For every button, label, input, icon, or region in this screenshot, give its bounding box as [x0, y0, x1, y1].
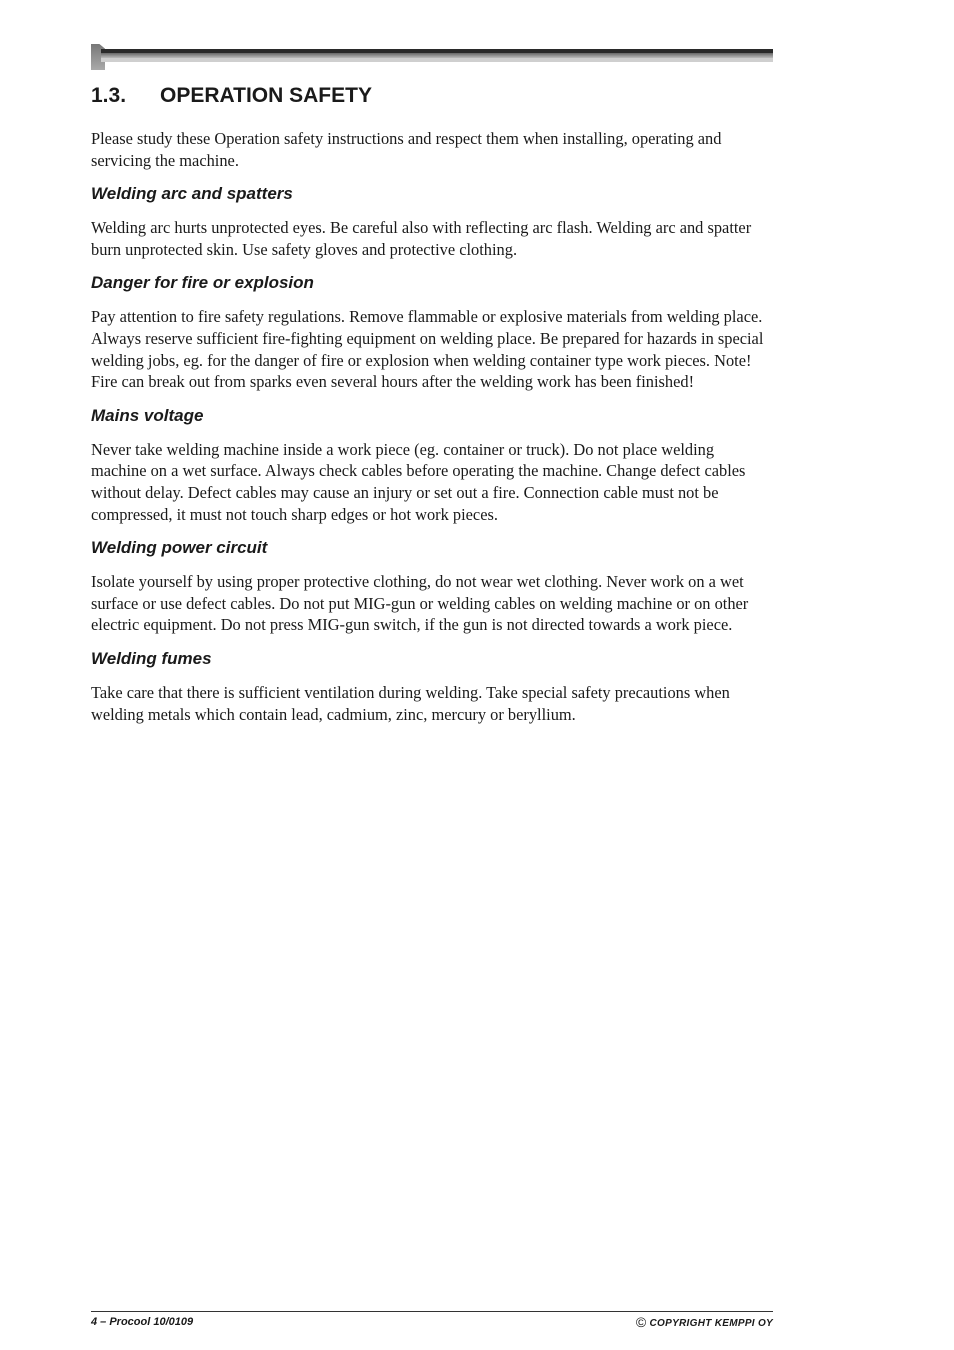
subsection-text-fire: Pay attention to fire safety regulations. Remove flammable or explosive materials from welding place. Always reserve sufficient fire-fighting equipment on welding place. Be prepared for hazards in special welding jobs, eg. for the danger of fire or explosion when welding container type work pieces. Note! Fire can break out from sparks even several hours after the welding work has been finished! [91, 307, 764, 392]
footer-divider [91, 1311, 773, 1312]
section-number: 1.3. [91, 84, 127, 107]
header-decoration-bar [91, 44, 773, 70]
subsection-text-arc: Welding arc hurts unprotected eyes. Be careful also with reflecting arc flash. Welding arc and spatter burn unprotected skin. Use safety gloves and protective clothing. [91, 218, 752, 259]
section-title [91, 84, 773, 108]
footer-page-label: 4 – Procool 10/0109 [91, 1316, 194, 1328]
subsection-heading-fire: Danger for fire or explosion [91, 273, 314, 293]
subsection-text-fumes: Take care that there is sufficient ventilation during welding. Take special safety precautions when welding metals which contain lead, cadmium, zinc, mercury or beryllium. [91, 682, 730, 724]
subsection-text-power-circuit: Isolate yourself by using proper protective clothing, do not wear wet clothing. Never work on a wet surface or use defect cables. Do not put MIG-gun or welding cables on welding machine or on other electric equipment. Do not press MIG-gun switch, if the gun is not directed towards a work piece. [91, 572, 749, 635]
subsection-heading-mains: Mains voltage [91, 405, 204, 425]
copyright-text: COPYRIGHT KEMPPI OY [649, 1318, 773, 1329]
section-title-text: OPERATION SAFETY [160, 84, 372, 107]
subsection-heading-fumes: Welding fumes [91, 648, 212, 668]
subsection-text-mains: Never take welding machine inside a work piece (eg. container or truck). Do not place welding machine on a wet surface. Always check cables before operating the machine. Change defect cables without delay. Defect cables may cause an injury or set out a fire. Connection cable must not be compressed, it must not touch sharp edges or hot work pieces. [91, 439, 746, 524]
copyright-symbol: © [635, 1314, 647, 1330]
subsection-heading-arc: Welding arc and spatters [91, 184, 293, 204]
subsection-heading-power-circuit: Welding power circuit [91, 538, 268, 558]
page-content [91, 84, 773, 737]
footer-copyright [636, 1314, 773, 1330]
intro-paragraph: Please study these Operation safety instructions and respect them when installing, operating and servicing the machine. [91, 129, 722, 170]
